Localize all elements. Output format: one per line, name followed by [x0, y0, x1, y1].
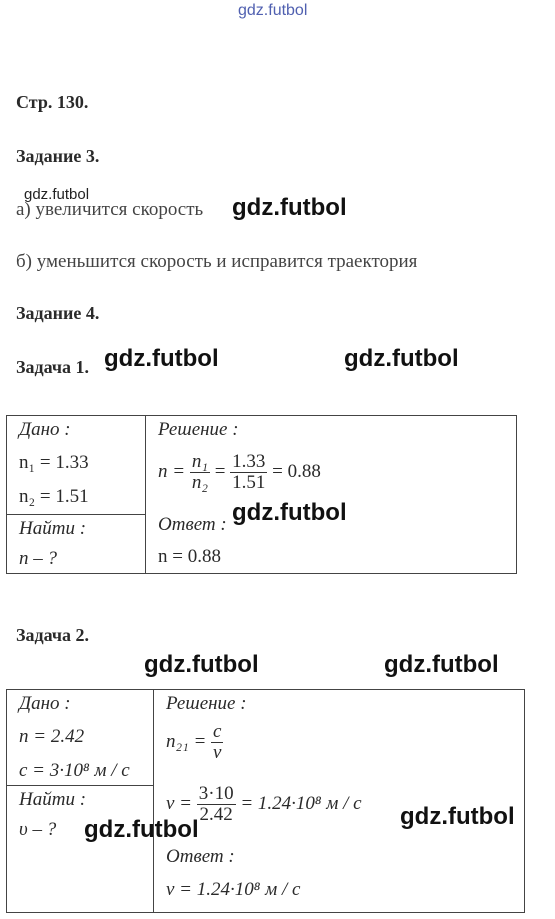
eq-lhs: n =	[158, 460, 186, 482]
fraction-n1-n2	[190, 452, 210, 493]
problem2-given-cell	[7, 690, 154, 786]
given-label-2: Дано :	[19, 693, 71, 714]
solution-label-2: Решение :	[166, 693, 247, 714]
watermark-small: gdz.futbol	[24, 186, 90, 203]
frac2-num: 3·10	[198, 783, 234, 804]
given-c: c = 3·10⁸ м / с	[19, 760, 130, 781]
frac1-numerator: n₁	[191, 451, 208, 472]
eq2-lhs: v =	[166, 792, 193, 814]
frac1-denominator: n₂	[191, 472, 208, 493]
watermark-8: gdz.futbol	[400, 803, 515, 830]
frac-v: v	[213, 742, 222, 763]
frac2-denominator: 1.51	[232, 472, 266, 493]
frac-c: c	[213, 721, 222, 742]
answer-label-2: Ответ :	[166, 846, 235, 867]
watermark-2: gdz.futbol	[104, 345, 219, 372]
watermark-3: gdz.futbol	[344, 345, 459, 372]
watermark-4: gdz.futbol	[232, 499, 347, 526]
given-label: Дано :	[19, 419, 71, 440]
task3-answer-b: б) уменьшится скорость и исправится траектория	[16, 251, 418, 272]
watermark-top[interactable]: gdz.futbol	[238, 2, 308, 19]
frac2-numerator: 1.33	[232, 451, 266, 472]
fraction-values	[230, 452, 267, 493]
given-n1: n₁ = 1.33	[19, 452, 89, 473]
find-value: n – ?	[19, 548, 57, 569]
problem1-solution-cell	[146, 416, 517, 574]
problem2-table	[6, 689, 525, 913]
fraction-values-2	[197, 784, 236, 825]
find-label-2: Найти :	[19, 789, 87, 810]
answer-label: Ответ :	[158, 514, 227, 535]
watermark-7: gdz.futbol	[84, 816, 199, 843]
find-label: Найти :	[19, 518, 87, 539]
task3-answer-a: а) увеличится скорость	[16, 199, 204, 220]
eq2-result: = 1.24·10⁸ м / с	[240, 792, 362, 814]
fraction-c-v	[211, 722, 223, 763]
eq-mid: =	[214, 460, 226, 482]
given-n: n = 2.42	[19, 726, 85, 747]
eq-result: = 0.88	[272, 460, 321, 482]
problem1-title: Задача 1.	[16, 357, 90, 377]
solution-label: Решение :	[158, 419, 239, 440]
solution-equation	[158, 452, 321, 493]
solution-eq1	[166, 722, 223, 763]
watermark-6: gdz.futbol	[384, 651, 499, 678]
watermark-1: gdz.futbol	[232, 194, 347, 221]
page-number: Стр. 130.	[16, 92, 89, 112]
problem2-title: Задача 2.	[16, 625, 90, 645]
problem2-solution-cell	[154, 690, 525, 913]
eq1-lhs: n₂₁ =	[166, 730, 207, 752]
problem1-table	[6, 415, 517, 574]
given-n2: n₂ = 1.51	[19, 486, 89, 507]
watermark-5: gdz.futbol	[144, 651, 259, 678]
problem1-given-cell	[7, 416, 146, 515]
task4-title: Задание 4.	[16, 303, 100, 323]
problem1-find-cell	[7, 515, 146, 574]
answer-value-2: v = 1.24·10⁸ м / с	[166, 879, 301, 900]
find-value-2: υ – ?	[19, 819, 57, 840]
frac2-den: 2.42	[199, 804, 233, 825]
problem2-find-cell	[7, 786, 154, 913]
task3-title: Задание 3.	[16, 146, 100, 166]
answer-value: n = 0.88	[158, 546, 221, 567]
